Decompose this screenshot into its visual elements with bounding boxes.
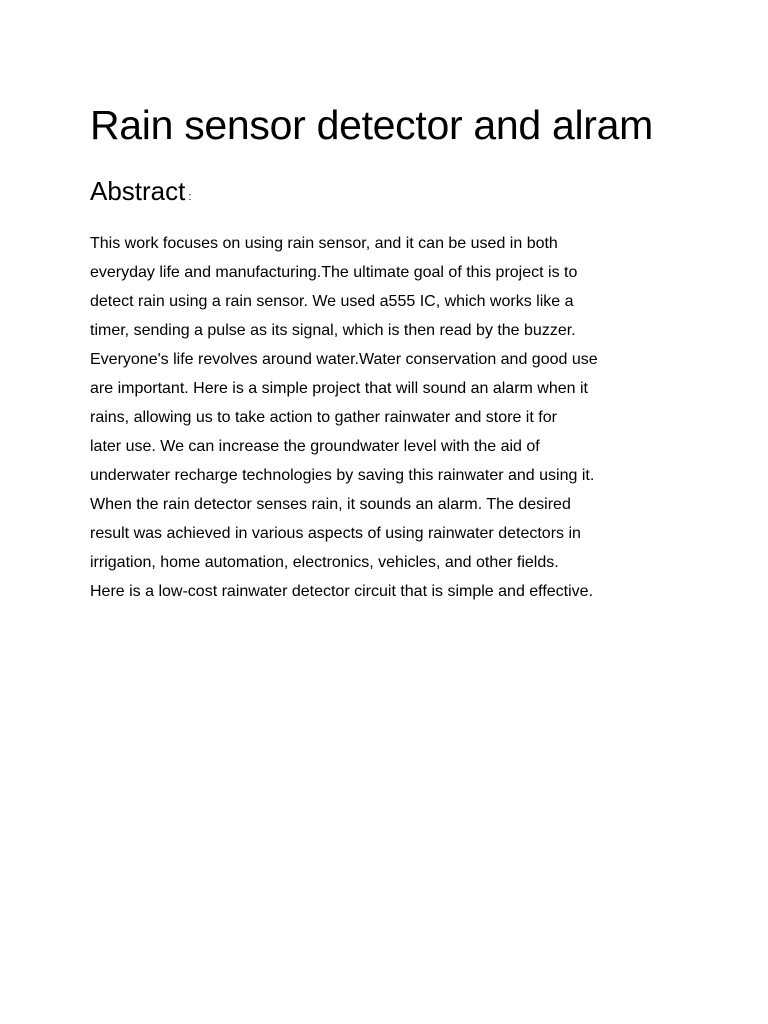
abstract-line: timer, sending a pulse as its signal, which is then read by the buzzer. (90, 322, 576, 339)
abstract-line: Here is a low-cost rainwater detector circuit that is simple and effective. (90, 583, 594, 600)
abstract-paragraph (90, 229, 598, 606)
abstract-line: This work focuses on using rain sensor, and it can be used in both (90, 235, 558, 252)
abstract-heading-colon: : (188, 191, 192, 203)
abstract-line: When the rain detector senses rain, it sounds an alarm. The desired (90, 496, 571, 513)
abstract-heading-row (90, 173, 191, 209)
abstract-heading: Abstract (90, 176, 186, 206)
abstract-line: are important. Here is a simple project that will sound an alarm when it (90, 380, 588, 397)
abstract-line: irrigation, home automation, electronics, vehicles, and other fields. (90, 554, 559, 571)
abstract-line: rains, allowing us to take action to gather rainwater and store it for (90, 409, 557, 426)
document-title: Rain sensor detector and alram (90, 102, 654, 148)
abstract-line: detect rain using a rain sensor. We used a555 IC, which works like a (90, 293, 574, 310)
abstract-line: underwater recharge technologies by saving this rainwater and using it. (90, 467, 595, 484)
abstract-line: later use. We can increase the groundwater level with the aid of (90, 438, 540, 455)
abstract-line: everyday life and manufacturing.The ultimate goal of this project is to (90, 264, 578, 281)
abstract-line: result was achieved in various aspects of using rainwater detectors in (90, 525, 581, 542)
abstract-line: Everyone's life revolves around water.Water conservation and good use (90, 351, 598, 368)
